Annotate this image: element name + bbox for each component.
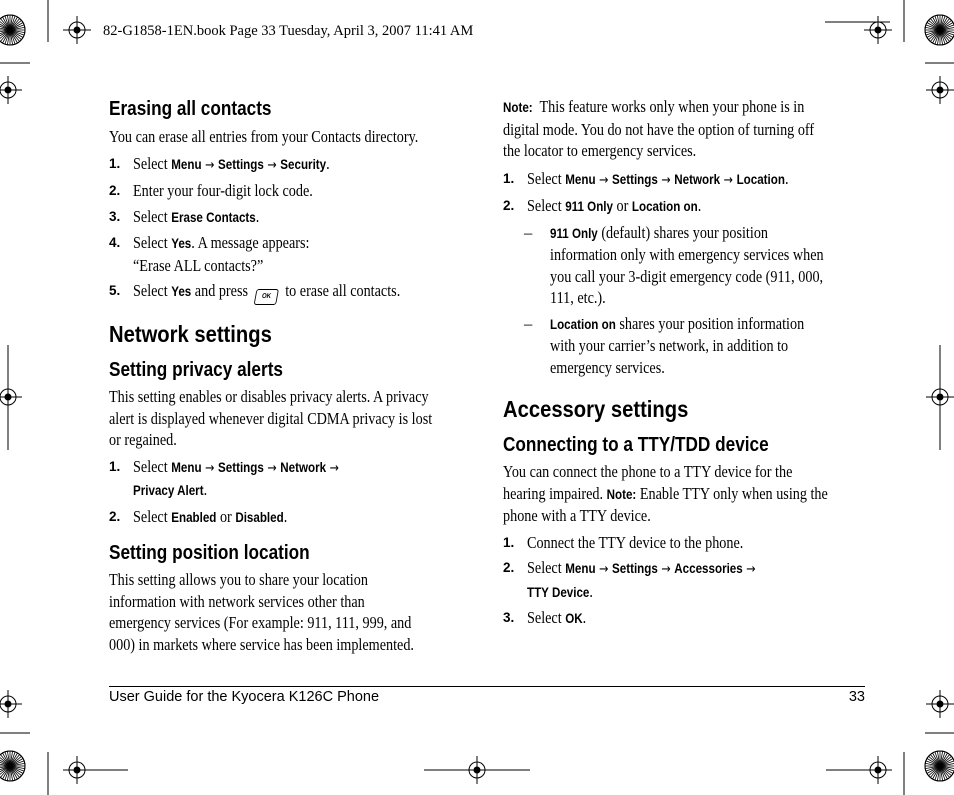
erasing-step-4: 4. Select Yes. A message appears: “Erase ALL contacts?” xyxy=(109,233,310,275)
heading-privacy-alerts: Setting privacy alerts xyxy=(109,359,283,381)
option-location-on: – Location on shares your position information with your carrier’s network, in addition to emergency services. xyxy=(524,313,805,377)
erasing-step-2: 2. Enter your four-digit lock code. xyxy=(109,181,313,200)
heading-network-settings: Network settings xyxy=(109,321,272,347)
tty-body: You can connect the phone to a TTY device for the hearing impaired. Note: Enable TTY only when using the phone with a TTY device. xyxy=(503,462,828,525)
location-options xyxy=(503,222,865,379)
privacy-step-2: 2. Select Enabled or Disabled. xyxy=(109,506,288,526)
ok-key-icon: OK xyxy=(254,289,279,305)
page-number: 33 xyxy=(848,689,865,705)
privacy-steps xyxy=(109,456,469,529)
privacy-body: This setting enables or disables privacy alerts. A privacy alert is displayed whenever digital CDMA privacy is lost or regained. xyxy=(109,387,433,449)
heading-tty-device: Connecting to a TTY/TDD device xyxy=(503,434,769,456)
print-header-note: 82-G1858-1EN.book Page 33 Tuesday, April 3, 2007 11:41 AM xyxy=(103,23,474,39)
option-911-only: – 911 Only (default) shares your position information only with emergency services when you call your 3-digit emergency code (911, 000, 111, etc.). xyxy=(524,222,824,307)
right-column xyxy=(503,96,865,630)
erasing-intro: You can erase all entries from your Contacts directory. xyxy=(109,127,419,146)
tty-step-1: 1. Connect the TTY device to the phone. xyxy=(503,532,744,552)
heading-accessory-settings: Accessory settings xyxy=(503,396,689,422)
heading-position-location: Setting position location xyxy=(109,542,310,564)
erasing-steps xyxy=(109,153,469,306)
location-note: Note: This feature works only when your phone is in digital mode. You do not have the option of turning off the locator to emergency services. xyxy=(503,97,815,160)
privacy-step-1: 1. Select Menu → Settings → Network → Privacy Alert. xyxy=(109,456,340,499)
location-steps xyxy=(503,168,865,218)
tty-step-2: 2. Select Menu → Settings → Accessories → TTY Device. xyxy=(503,558,756,601)
erasing-step-3: 3. Select Erase Contacts. xyxy=(109,206,260,226)
location-step-2: 2. Select 911 Only or Location on. xyxy=(503,196,702,215)
footer-title: User Guide for the Kyocera K126C Phone xyxy=(109,689,380,705)
tty-steps xyxy=(503,532,865,630)
heading-erasing-contacts: Erasing all contacts xyxy=(109,98,272,120)
position-body: This setting allows you to share your location information with network services other than emergency services (For example: 911, 111, 999, and 000) in markets where service has been implemented. xyxy=(109,570,414,654)
tty-step-3: 3. Select OK. xyxy=(503,608,587,627)
location-step-1: 1. Select Menu → Settings → Network → Location. xyxy=(503,168,789,188)
footer-rule xyxy=(109,686,865,687)
erasing-step-1: 1. Select Menu → Settings → Security. xyxy=(109,153,330,173)
left-column xyxy=(109,96,469,655)
erasing-step-5: 5. Select Yes and press OK to erase all contacts. xyxy=(109,280,469,305)
